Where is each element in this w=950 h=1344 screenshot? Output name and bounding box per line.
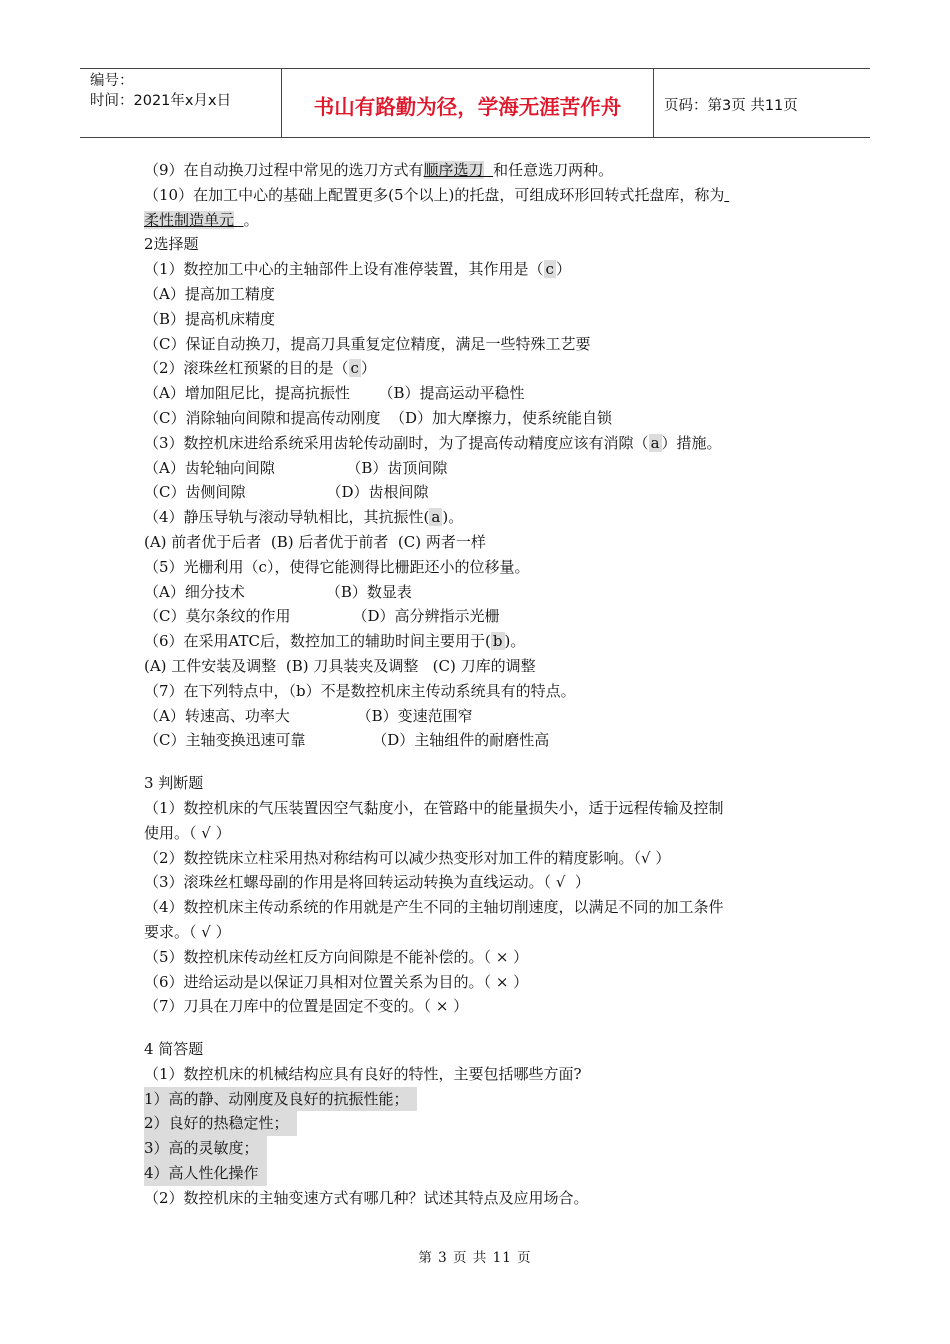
page-header	[80, 68, 870, 138]
choice-q7: （7）在下列特点中，（b）不是数控机床主传动系统具有的特点。	[144, 681, 576, 700]
choice-q4-options: (A) 前者优于后者 (B) 后者优于前者 (C) 两者一样	[144, 532, 486, 551]
choice-title: 2选择题	[144, 235, 199, 254]
choice-q1-b: （B）提高机床精度	[144, 309, 276, 328]
fill-q10-answer: 柔性制造单元	[144, 210, 235, 229]
choice-q6-options: (A) 工件安装及调整 (B) 刀具装夹及调整 (C) 刀库的调整	[144, 656, 536, 675]
fill-q9-answer: 顺序选刀	[423, 161, 484, 179]
judge-q4-line2: 要求。（ √ ）	[144, 922, 231, 941]
choice-q5: （5）光栅利用（c），使得它能测得比栅距还小的位移量。	[144, 557, 530, 576]
choice-q3-cd: （C）齿侧间隙 （D）齿根间隙	[144, 483, 429, 502]
fill-q10-cont: 柔性制造单元 。	[144, 210, 259, 229]
choice-q4-answer: a	[431, 508, 441, 527]
choice-q5-ab: （A）细分技术 （B）数显表	[144, 582, 412, 601]
judge-q3: （3）滚珠丝杠螺母副的作用是将回转运动转换为直线运动。（ √ ）	[144, 873, 590, 892]
choice-q1-answer: c	[545, 260, 554, 279]
header-page-label: 页码：第3页 共11页	[664, 97, 798, 114]
short-q1-answer-3: 3）高的灵敏度；	[144, 1136, 824, 1161]
judge-title: 3 判断题	[144, 774, 204, 793]
short-title: 4 简答题	[144, 1040, 204, 1059]
choice-q3-answer: a	[650, 433, 660, 452]
short-q2: （2）数控机床的主轴变速方式有哪几种？试述其特点及应用场合。	[144, 1188, 589, 1207]
choice-q1: （1）数控加工中心的主轴部件上设有准停装置，其作用是（ c ）	[144, 260, 571, 279]
choice-q2-answer: c	[350, 359, 359, 378]
choice-q6: （6）在采用ATC后，数控加工的辅助时间主要用于( b )。	[144, 632, 526, 651]
fill-q9: （9）在自动换刀过程中常见的选刀方式有顺序选刀 和任意选刀两种。	[144, 161, 614, 179]
choice-q7-ab: （A）转速高、功率大 （B）变速范围窄	[144, 706, 473, 725]
choice-q5-cd: （C）莫尔条纹的作用 （D）高分辨指示光栅	[144, 607, 500, 626]
short-q1: （1）数控机床的机械结构应具有良好的特性，主要包括哪些方面?	[144, 1064, 582, 1083]
time-label: 时间：2021年x月x日	[90, 93, 232, 109]
choice-q2: （2）滚珠丝杠预紧的目的是（ c ）	[144, 359, 376, 378]
short-q1-answer-2: 2）良好的热稳定性；	[144, 1111, 824, 1136]
judge-q4-line1: （4）数控机床主传动系统的作用就是产生不同的主轴切削速度，以满足不同的加工条件	[144, 898, 724, 917]
page-footer: 第 3 页 共 11 页	[418, 1250, 532, 1266]
choice-q2-cd: （C）消除轴向间隙和提高传动刚度 （D）加大摩擦力，使系统能自锁	[144, 408, 613, 427]
header-meta	[80, 69, 282, 137]
choice-q6-answer: b	[492, 632, 503, 651]
choice-q2-ab: （A）增加阻尼比，提高抗振性 （B）提高运动平稳性	[144, 384, 525, 403]
short-q1-answer-1: 1）高的静、动刚度及良好的抗振性能；	[144, 1087, 824, 1112]
judge-q5: （5）数控机床传动丝杠反方向间隙是不能补偿的。（ × ）	[144, 947, 529, 966]
judge-q2: （2）数控铣床立柱采用热对称结构可以减少热变形对加工件的精度影响。（√ ）	[144, 848, 671, 867]
choice-q1-c: （C）保证自动换刀，提高刀具重复定位精度，满足一些特殊工艺要	[144, 334, 591, 353]
choice-q4: （4）静压导轨与滚动导轨相比，其抗振性( a )。	[144, 508, 464, 527]
judge-q7: （7）刀具在刀库中的位置是固定不变的。（ × ）	[144, 997, 469, 1016]
judge-q6: （6）进给运动是以保证刀具相对位置关系为目的。（ × ）	[144, 972, 529, 991]
choice-q3: （3）数控机床进给系统采用齿轮传动副时，为了提高传动精度应该有消隙（ a ）措施。	[144, 433, 722, 452]
judge-q1-line1: （1）数控机床的气压装置因空气黏度小，在管路中的能量损失小，适于远程传输及控制	[144, 798, 724, 817]
document-body	[144, 158, 824, 1211]
short-q1-answer-4: 4）高人性化操作	[144, 1161, 824, 1186]
judge-q1-line2: 使用。（ √ ）	[144, 823, 231, 842]
choice-q1-a: （A）提高加工精度	[144, 284, 275, 303]
choice-q3-ab: （A）齿轮轴向间隙 （B）齿顶间隙	[144, 458, 448, 477]
fill-q10: （10）在加工中心的基础上配置更多(5个以上)的托盘，可组成环形回转式托盘库，称为	[144, 185, 725, 204]
choice-q7-cd: （C）主轴变换迅速可靠 （D）主轴组件的耐磨性高	[144, 731, 550, 750]
header-slogan: 书山有路勤为径，学海无涯苦作舟	[282, 69, 654, 137]
code-label: 编号：	[90, 73, 134, 89]
